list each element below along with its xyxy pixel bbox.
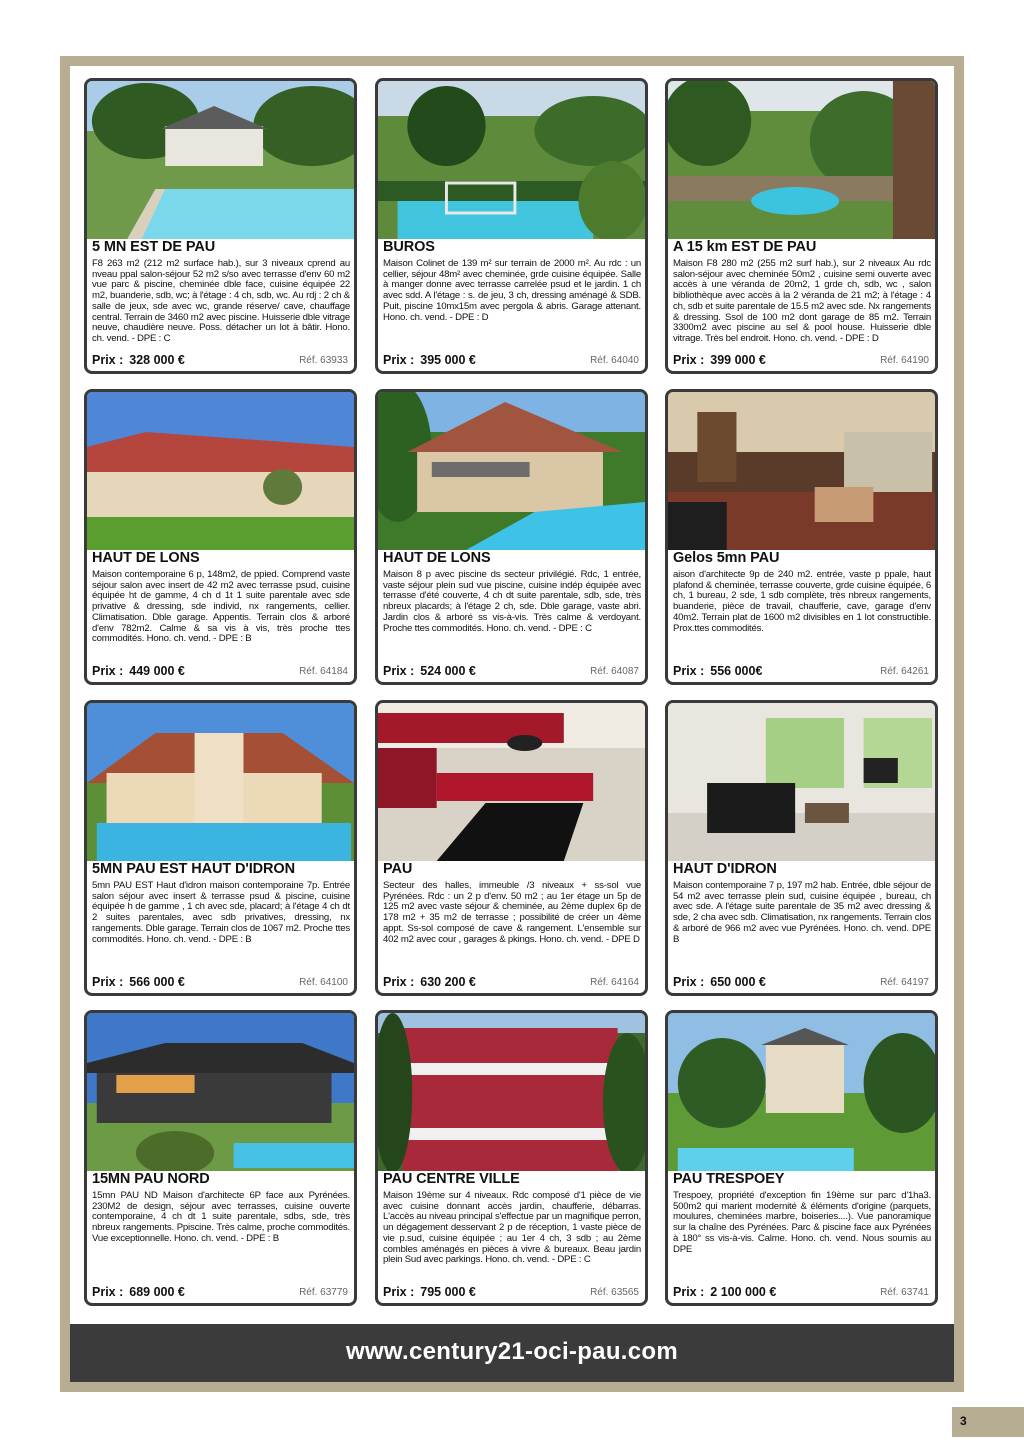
listing-description: Trespoey, propriété d'exception fin 19ème sur parc d'1ha3. 500m2 qui marient modernité & éléments d'origine (parquets, moulures, cheminées marbre, boiseries....). Vue panoramique sur la chaîne des Pyrénées. Parc & piscine face aux Pyrénées à 180° ss vis-à-vis. Calme. Hono. ch. vend. Nous soumis au DPE — [673, 1190, 931, 1255]
price-label: Prix : — [383, 975, 415, 989]
property-photo — [668, 703, 935, 861]
listing-ref: Réf. 64261 — [880, 666, 929, 677]
listing-card[interactable] — [375, 700, 648, 996]
property-photo — [378, 1013, 645, 1171]
listing-card[interactable] — [375, 389, 648, 685]
listing-price — [383, 664, 476, 678]
price-value: 399 000 € — [710, 353, 766, 367]
listing-card[interactable] — [665, 389, 938, 685]
listing-price — [92, 975, 185, 989]
listing-description: Maison Colinet de 139 m² sur terrain de 2000 m². Au rdc : un cellier, séjour 48m² avec cheminée, grde cuisine équipée. Salle à manger donne avec terrasse carrelée psud et le jardin. 1 ch avec sdd. A l'étage : s. de jeu, 3 ch, dressing aménagé & SDB. Puit, piscine 10mx15m avec pergola & abris. Garage attenant. Hono. ch. vend. - DPE : D — [383, 258, 641, 323]
price-label: Prix : — [673, 664, 705, 678]
price-label: Prix : — [92, 353, 124, 367]
property-photo — [87, 703, 354, 861]
listing-title: PAU CENTRE VILLE — [383, 1171, 520, 1187]
price-label: Prix : — [92, 975, 124, 989]
listing-price — [383, 975, 476, 989]
listing-price — [383, 1285, 476, 1299]
listing-description: Secteur des halles, immeuble /3 niveaux + ss-sol vue Pyrénées. Rdc : un 2 p d'env. 50 m2 ; au 1er étage un 5p de 125 m2 avec vaste séjour & cheminée, au 2ème duplex 6p de 178 m2 + 35 m2 de terrasse ; possibilité de créer un 4ème appt. Ss-sol composé de cave & rangement. L'ensemble sur 402 m2 avec cour , garages & pkings. Hono. ch. vend. - DPE D — [383, 880, 641, 945]
property-photo — [668, 1013, 935, 1171]
price-value: 2 100 000 € — [710, 1285, 777, 1299]
listing-price — [673, 664, 762, 678]
listing-card[interactable] — [84, 1010, 357, 1306]
listing-ref: Réf. 64164 — [590, 977, 639, 988]
price-value: 630 200 € — [420, 975, 476, 989]
price-label: Prix : — [92, 664, 124, 678]
price-value: 524 000 € — [420, 664, 476, 678]
listing-price — [673, 975, 766, 989]
price-value: 395 000 € — [420, 353, 476, 367]
website-link[interactable]: www.century21-oci-pau.com — [345, 1338, 678, 1365]
listing-title: HAUT DE LONS — [92, 550, 200, 566]
listing-card[interactable] — [84, 389, 357, 685]
page-number: 3 — [960, 1414, 967, 1428]
footer-banner — [70, 1324, 954, 1382]
price-label: Prix : — [673, 975, 705, 989]
listing-title: Gelos 5mn PAU — [673, 550, 780, 566]
listing-description: Maison contemporaine 6 p, 148m2, de ppied. Comprend vaste séjour salon avec insert de 42 m2 avec terrasse psud, cuisine équipée ht de gamme, 4 ch d 1t 1 suite parentale avec sde privative & dressing, sde individ, nx rangements, cellier. Climatisation. Dble garage. Appentis. Terrain clos & arboré d'env 782m2. Calme & sa vis à vis, très proche ttes commodités. Hono. ch. vend. - DPE : B — [92, 569, 350, 645]
property-photo — [378, 81, 645, 239]
listing-description: F8 263 m2 (212 m2 surface hab.), sur 3 niveaux cprend au nveau ppal salon-séjour 52 m2 s/so avec terrasse d'env 60 m2 vue parc & piscine, cheminée dble face, cuisine équipée 22 m2, buanderie, sdb, wc; à l'étage : 4 ch, sdb, wc. Au rdj : 2 ch & salle de jeux, sde avec wc, grande réserve/ cave, chauffage central. Terrain de 3460 m2 avec piscine. Huisserie dble vitrage neuve, chaudière neuve. Poss. détacher un lot à bâtir. Hono. ch. vend. - DPE : C — [92, 258, 350, 344]
price-value: 449 000 € — [129, 664, 185, 678]
listing-card[interactable] — [665, 1010, 938, 1306]
listing-title: 5 MN EST DE PAU — [92, 239, 216, 255]
listing-description: Maison 8 p avec piscine ds secteur privilégié. Rdc, 1 entrée, vaste séjour plein sud vue piscine, cuisine indép équipée avec terrasse d'été couverte, 4 ch dt suite parentale, sdb, sde, très nbreux placards; à l'étage 2 ch, sde. Dble garage, vaste abri. Jardin clos & arboré ss vis-à-vis. Très calme & verdoyant. Proche ttes commodités. Hono. ch. vend. - DPE : C — [383, 569, 641, 634]
property-photo — [378, 703, 645, 861]
listing-description: 15mn PAU ND Maison d'architecte 6P face aux Pyrénées. 230M2 de design, séjour avec terrasses, cuisine ouverte contemporaine, 4 ch dt 1 suite parentale, sdbs, sde, très nbreux rangements. Ppiscine. Très calme, proche commodités. Vue exceptionnelle. Hono. ch. vend. - DPE : B — [92, 1190, 350, 1244]
listing-price — [92, 353, 185, 367]
price-label: Prix : — [383, 353, 415, 367]
listing-title: A 15 km EST DE PAU — [673, 239, 817, 255]
price-value: 328 000 € — [129, 353, 185, 367]
price-value: 556 000€ — [710, 664, 763, 678]
listing-price — [92, 664, 185, 678]
listing-ref: Réf. 64040 — [590, 355, 639, 366]
property-photo — [378, 392, 645, 550]
listing-title: PAU TRESPOEY — [673, 1171, 785, 1187]
price-value: 566 000 € — [129, 975, 185, 989]
property-photo — [87, 81, 354, 239]
listing-description: Maison F8 280 m2 (255 m2 surf hab.), sur 2 niveaux Au rdc salon-séjour avec cheminée 50m2 , cuisine semi ouverte avec accès à une véranda de 20m2, 1 grde ch, sdb, wc , salon bibliothèque avec accès à la 2 véranda de 21 m2; à l'étage : 4 ch, sdb et suite parentale de 15.5 m2 avec sde. Nx rangements & dressing. Ssol de 100 m2 dont garage de 85 m2. Terrain 3300m2 avec piscine au sel & pool house. Huisserie dble vitrage. Très bel endroit. Hono. ch. vend. - DPE : D — [673, 258, 931, 344]
listing-card[interactable] — [665, 78, 938, 374]
listing-ref: Réf. 64184 — [299, 666, 348, 677]
price-label: Prix : — [673, 353, 705, 367]
listing-title: HAUT D'IDRON — [673, 861, 777, 877]
listing-title: 5MN PAU EST HAUT D'IDRON — [92, 861, 295, 877]
listing-ref: Réf. 63779 — [299, 1287, 348, 1298]
listing-description: 5mn PAU EST Haut d'idron maison contemporaine 7p. Entrée salon séjour avec insert & terrasse psud & piscine, cuisine équipée h de gamme , 1 ch avec sde, placard; à l'étage 4 ch dt 2 suites parentales, avec sdb privatives, dressing, nx rangements. Dble garage. Terrain clos de 1067 m2. Proche ttes commodités. Hono. ch. vend. - DPE : B — [92, 880, 350, 945]
listing-price — [92, 1285, 185, 1299]
listing-title: PAU — [383, 861, 413, 877]
listing-description: Maison contemporaine 7 p, 197 m2 hab. Entrée, dble séjour de 54 m2 avec terrasse plein sud, cuisine équipée , bureau, ch avec sde. A l'étage suite parentale de 35 m2 avec dressing & sde, 2 cha avec sdb. Climatisation, nx rangements. Terrain clos & arboré de 966 m2 avec vue Pyrénées. Hono. ch. vend. DPE B — [673, 880, 931, 945]
listing-title: HAUT DE LONS — [383, 550, 491, 566]
property-photo — [668, 392, 935, 550]
listing-ref: Réf. 64100 — [299, 977, 348, 988]
listing-price — [673, 1285, 776, 1299]
listing-description: Maison 19ème sur 4 niveaux. Rdc composé d'1 pièce de vie avec cuisine donnant accès jardin, chaufferie, débarras. L'accès au niveau principal s'effectue par un magnifique perron, un dégagement desservant 2 p de réception, 1 vaste pièce de vie p.sud, cuisine équipée ; au 1er 4 ch, 3 sdb ; au 2ème combles aménagés en pièces à vivre & bureaux. Beau jardin plein Sud avec parkings. Hono. ch. vend. - DPE : C — [383, 1190, 641, 1266]
price-label: Prix : — [673, 1285, 705, 1299]
listing-ref: Réf. 64087 — [590, 666, 639, 677]
listing-ref: Réf. 63741 — [880, 1287, 929, 1298]
listing-price — [383, 353, 476, 367]
listing-card[interactable] — [665, 700, 938, 996]
listing-ref: Réf. 63933 — [299, 355, 348, 366]
property-photo — [87, 392, 354, 550]
listing-card[interactable] — [84, 700, 357, 996]
property-photo — [87, 1013, 354, 1171]
listing-ref: Réf. 64190 — [880, 355, 929, 366]
price-value: 689 000 € — [129, 1285, 185, 1299]
listing-card[interactable] — [375, 78, 648, 374]
price-value: 795 000 € — [420, 1285, 476, 1299]
listing-card[interactable] — [375, 1010, 648, 1306]
listing-card[interactable] — [84, 78, 357, 374]
listing-title: BUROS — [383, 239, 435, 255]
price-label: Prix : — [383, 1285, 415, 1299]
price-value: 650 000 € — [710, 975, 766, 989]
listing-ref: Réf. 64197 — [880, 977, 929, 988]
listing-price — [673, 353, 766, 367]
page-number-tab — [952, 1407, 1024, 1437]
listing-description: aison d'architecte 9p de 240 m2. entrée, vaste p ppale, haut plafond & cheminée, terrasse couverte, grde cuisine équipée, 6 ch, 1 bureau, 2 sde, 1 sdb complète, très nbreux rangements, buanderie, pièce de travail, chaufferie, cave, garage d'env 40m2. Terrain plat de 1600 m2 divisibles en 1 lot constructible. Prox.ttes commodités. — [673, 569, 931, 634]
property-photo — [668, 81, 935, 239]
listing-ref: Réf. 63565 — [590, 1287, 639, 1298]
price-label: Prix : — [92, 1285, 124, 1299]
price-label: Prix : — [383, 664, 415, 678]
listing-title: 15MN PAU NORD — [92, 1171, 210, 1187]
